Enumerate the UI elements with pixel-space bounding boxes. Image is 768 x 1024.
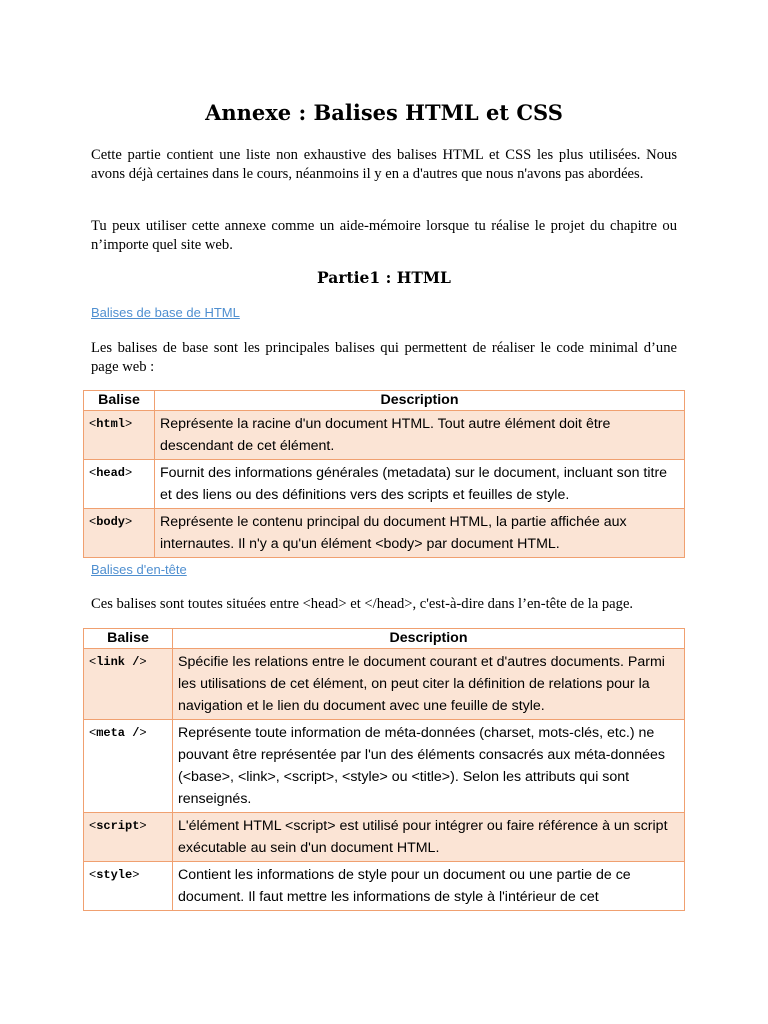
description-cell: Représente la racine d'un document HTML. Tout autre élément doit être descendant de cet élément. <box>155 411 685 460</box>
section-heading-head[interactable]: Balises d'en-tête <box>91 562 187 577</box>
table-row <box>84 509 685 558</box>
description-cell: Contient les informations de style pour un document ou une partie de ce document. Il faut mettre les informations de style à l'intérieur de cet <box>173 862 685 911</box>
column-header-balise: Balise <box>84 391 155 411</box>
tag-cell: <script> <box>84 813 173 862</box>
table-row <box>84 411 685 460</box>
base-tags-table <box>83 390 685 558</box>
section-heading-base[interactable]: Balises de base de HTML <box>91 305 240 320</box>
tag-cell: <link /> <box>84 649 173 720</box>
description-cell: Fournit des informations générales (metadata) sur le document, incluant son titre et des liens ou des définitions vers des scripts et feuilles de style. <box>155 460 685 509</box>
intro-paragraph-2: Tu peux utiliser cette annexe comme un aide-mémoire lorsque tu réalise le projet du chapitre ou n’importe quel site web. <box>91 218 677 253</box>
section-base-text: Les balises de base sont les principales balises qui permettent de réaliser le code minimal d’une page web : <box>91 340 677 375</box>
section-head-text: Ces balises sont toutes situées entre <head> et </head>, c'est-à-dire dans l’en-tête de la page. <box>91 596 634 612</box>
description-cell: Spécifie les relations entre le document courant et d'autres documents. Parmi les utilisations de cet élément, on peut citer la définition de relations pour la navigation et le lien du document avec une feuille de style. <box>173 649 685 720</box>
column-header-description: Description <box>173 629 685 649</box>
part1-title: Partie1 : HTML <box>317 268 451 287</box>
tag-cell: <head> <box>84 460 155 509</box>
table-row <box>84 649 685 720</box>
tag-cell: <body> <box>84 509 155 558</box>
column-header-description: Description <box>155 391 685 411</box>
description-cell: Représente le contenu principal du document HTML, la partie affichée aux internautes. Il n'y a qu'un élément <body> par document HTML. <box>155 509 685 558</box>
head-tags-table <box>83 628 685 911</box>
intro-paragraph: Cette partie contient une liste non exhaustive des balises HTML et CSS les plus utilisées. Nous avons déjà certaines dans le cours, néanmoins il y en a d'autres que nous n'avons pas abordées. <box>91 147 677 182</box>
page-title: Annexe : Balises HTML et CSS <box>205 100 563 125</box>
tag-cell: <style> <box>84 862 173 911</box>
table-row <box>84 862 685 911</box>
description-cell: Représente toute information de méta-données (charset, mots-clés, etc.) ne pouvant être représentée par l'un des éléments consacrés aux méta-données (<base>, <link>, <script>, <style> ou <title>). Selon les attributs qui sont renseignés. <box>173 720 685 813</box>
column-header-balise: Balise <box>84 629 173 649</box>
table-row <box>84 720 685 813</box>
table-row <box>84 460 685 509</box>
table-row <box>84 813 685 862</box>
tag-cell: <html> <box>84 411 155 460</box>
tag-cell: <meta /> <box>84 720 173 813</box>
description-cell: L'élément HTML <script> est utilisé pour intégrer ou faire référence à un script exécutable au sein d'un document HTML. <box>173 813 685 862</box>
